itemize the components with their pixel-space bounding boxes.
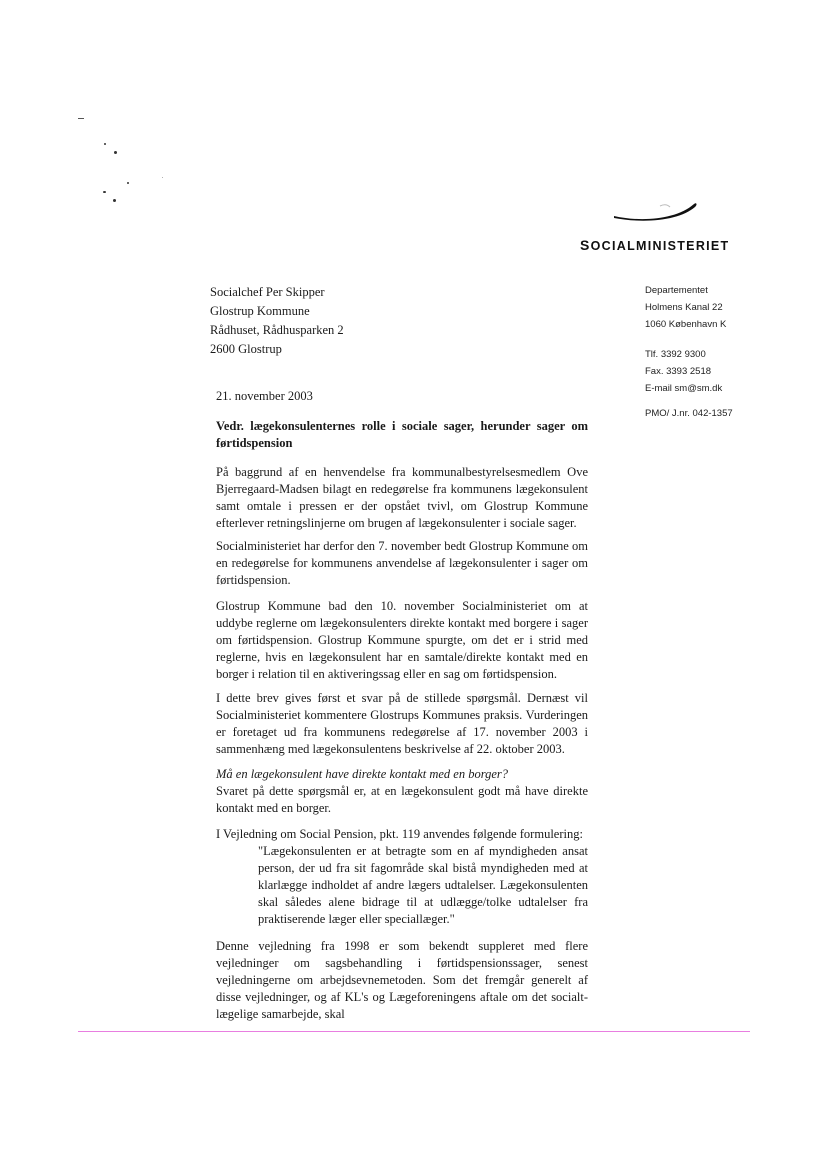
sender-city: 1060 København K — [645, 319, 727, 330]
recipient-line: Glostrup Kommune — [210, 304, 310, 318]
scan-speck — [103, 191, 106, 193]
page-fold-line — [78, 1031, 750, 1032]
scan-speck — [127, 182, 129, 184]
ministry-swoosh-icon — [610, 196, 700, 224]
recipient-address — [210, 283, 510, 359]
scan-speck — [114, 151, 117, 154]
wordmark-rest: OCIALMINISTERIET — [590, 239, 730, 253]
sender-block — [645, 282, 785, 422]
body-paragraph: I Vejledning om Social Pension, pkt. 119 anvendes følgende formulering: — [216, 827, 583, 841]
body-paragraph: Denne vejledning fra 1998 er som bekendt suppleret med flere vejledninger om sagsbehandling i førtidspensionssager, senest vejledningerne om arbejdsevnemetoden. Som det fremgår generelt af disse vejledninger, og af KL's og Lægeforeningens aftale om det socialt-lægelige samarbejde, skal — [216, 939, 588, 1021]
scan-speck — [104, 143, 106, 145]
scan-speck — [78, 118, 84, 119]
body-paragraph: Svaret på dette spørgsmål er, at en lægekonsulent godt må have direkte kontakt med en borger. — [216, 784, 588, 815]
scan-speck — [162, 177, 163, 178]
letter-date: 21. november 2003 — [216, 389, 313, 403]
sender-fax: Fax. 3393 2518 — [645, 366, 712, 377]
sender-journal-number: PMO/ J.nr. 042-1357 — [645, 408, 733, 419]
ministry-wordmark — [580, 237, 730, 253]
body-paragraph: Glostrup Kommune bad den 10. november Socialministeriet om at uddybe reglerne om lægekonsulenters direkte kontakt med borgere i sager om førtidspension. Glostrup Kommune spurgte, om det er i strid med reglerne, hvis en lægekonsulent har en samtale/direkte kontakt med en borger i relation til en aktiveringssag eller en sag om førtidspension. — [216, 599, 588, 681]
body-paragraph: Socialministeriet har derfor den 7. november bedt Glostrup Kommune om en redegørelse for kommunens anvendelse af lægekonsulenter i sager om førtidspension. — [216, 539, 588, 587]
body-paragraph: I dette brev gives først et svar på de stillede spørgsmål. Dernæst vil Socialministeriet kommentere Glostrups Kommunes praksis. Vurderingen er foretaget ud fra kommunens redegørelse af 17. november 2003 i sammenhæng med lægekonsulentens beskrivelse af 22. oktober 2003. — [216, 691, 588, 756]
ministry-logo — [580, 196, 730, 256]
sender-email: E-mail sm@sm.dk — [645, 383, 723, 394]
sender-street: Holmens Kanal 22 — [645, 302, 723, 313]
sender-phone: Tlf. 3392 9300 — [645, 349, 706, 360]
sender-department: Departementet — [645, 285, 708, 296]
recipient-line: Socialchef Per Skipper — [210, 285, 325, 299]
recipient-line: 2600 Glostrup — [210, 342, 282, 356]
letter-subject: Vedr. lægekonsulenternes rolle i sociale sager, herunder sager om førtidspension — [216, 419, 588, 450]
scan-speck — [113, 199, 116, 202]
recipient-line: Rådhuset, Rådhusparken 2 — [210, 323, 344, 337]
question-heading: Må en lægekonsulent have direkte kontakt med en borger? — [216, 767, 509, 781]
body-paragraph: På baggrund af en henvendelse fra kommunalbestyrelsesmedlem Ove Bjerregaard-Madsen bilagt en redegørelse fra kommunens lægekonsulent samt omtale i pressen er der opstået tvivl, om Glostrup Kommune efterlever retningslinjerne om brugen af lægekonsulenter i sociale sager. — [216, 465, 588, 530]
quoted-guideline: "Lægekonsulenten er at betragte som en af myndigheden ansat person, der ud fra sit fagområde skal bistå myndigheden med at klarlægge indholdet af andre lægers udtalelser. Lægekonsulenten skal således alene bidrage til at udlægge/tolke udtalelser fra praktiserende læger eller speciallæger." — [258, 844, 588, 926]
wordmark-initial: S — [580, 237, 591, 253]
